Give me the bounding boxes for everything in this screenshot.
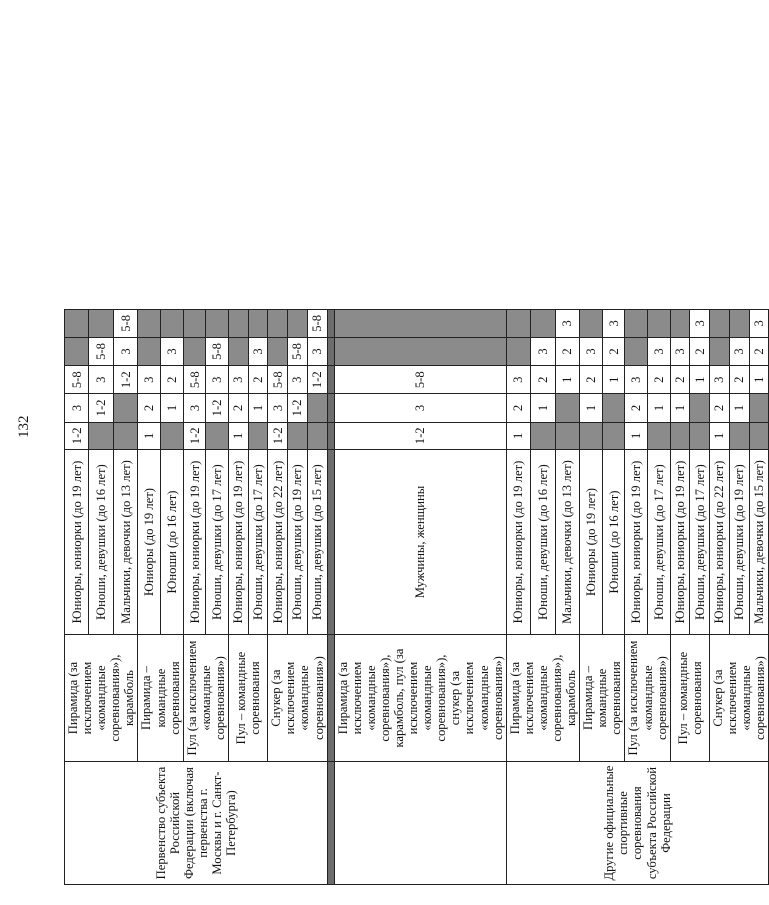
discipline-cell: Снукер (за исключением «командные соревнования») — [709, 635, 768, 762]
age-cell: Юноши, девушки (до 19 лет) — [288, 450, 308, 635]
shaded-cell — [709, 337, 729, 365]
place-cell: 2 — [161, 366, 184, 394]
place-cell: 2 — [749, 337, 769, 365]
place-cell: 3 — [206, 366, 229, 394]
age-cell: Юноши, девушки (до 19 лет) — [729, 450, 749, 635]
discipline-cell: Пирамида – командные соревнования — [138, 635, 183, 762]
place-cell: 3 — [161, 337, 184, 365]
shaded-cell — [138, 310, 161, 338]
shaded-cell — [248, 310, 268, 338]
place-cell: 2 — [729, 366, 749, 394]
shaded-cell — [183, 337, 206, 365]
place-cell: 3 — [268, 394, 288, 422]
place-cell: 3 — [113, 337, 138, 365]
place-cell: 1-2 — [206, 394, 229, 422]
place-cell: 3 — [307, 337, 327, 365]
separator-cell — [327, 635, 334, 762]
place-cell: 3 — [709, 366, 729, 394]
shaded-cell — [709, 310, 729, 338]
discipline-cell: Пирамида (за исключением «командные соревнования»), карамболь — [65, 635, 138, 762]
place-cell: 1 — [690, 366, 710, 394]
age-cell: Мальчики, девочки (до 13 лет) — [113, 450, 138, 635]
separator-cell — [327, 394, 334, 422]
place-cell: 3 — [670, 337, 690, 365]
shaded-cell — [729, 422, 749, 449]
shaded-cell — [690, 422, 710, 449]
shaded-cell — [670, 422, 690, 449]
shaded-cell — [206, 310, 229, 338]
place-cell: 3 — [506, 366, 530, 394]
place-cell: 2 — [648, 366, 671, 394]
separator-cell — [327, 366, 334, 394]
separator-cell — [327, 337, 334, 365]
table-row — [65, 310, 89, 885]
category-cell: Другие официальные спортивные соревнования субъекта Российской Федерации — [506, 762, 769, 885]
place-cell: 2 — [670, 366, 690, 394]
category-cell: Первенство субъекта Российской Федерации (включая первенства г. Москвы и г. Санкт-Петербурга) — [65, 762, 328, 885]
shaded-cell — [268, 310, 288, 338]
shaded-cell — [531, 310, 555, 338]
place-cell: 2 — [531, 366, 555, 394]
place-cell: 3 — [648, 337, 671, 365]
place-cell: 1 — [709, 422, 729, 449]
shaded-cell — [161, 422, 184, 449]
place-cell: 1 — [580, 394, 603, 422]
place-cell: 1 — [229, 422, 249, 449]
place-cell: 3 — [248, 337, 268, 365]
discipline-cell: Пирамида (за исключением «командные соревнования»), карамболь, пул (за исключением «командные соревнования»), снукер (за исключением «командные соревнования») — [334, 635, 506, 762]
place-cell: 3 — [602, 310, 625, 338]
age-cell: Юниоры, юниорки (до 19 лет) — [65, 450, 89, 635]
age-cell: Юноши, девушки (до 16 лет) — [531, 450, 555, 635]
place-cell: 3 — [183, 394, 206, 422]
shaded-cell — [555, 422, 580, 449]
shaded-cell — [229, 337, 249, 365]
place-cell: 1-2 — [334, 422, 506, 449]
place-cell: 3 — [334, 394, 506, 422]
shaded-cell — [113, 394, 138, 422]
place-cell: 2 — [555, 337, 580, 365]
place-cell: 5-8 — [183, 366, 206, 394]
shaded-cell — [690, 394, 710, 422]
place-cell: 3 — [288, 366, 308, 394]
place-cell: 3 — [89, 366, 113, 394]
shaded-cell — [531, 422, 555, 449]
shaded-cell — [555, 394, 580, 422]
place-cell: 5-8 — [113, 310, 138, 338]
shaded-cell — [602, 394, 625, 422]
place-cell: 1-2 — [288, 394, 308, 422]
place-cell: 5-8 — [89, 337, 113, 365]
place-cell: 5-8 — [65, 366, 89, 394]
age-cell: Мужчины, женщины — [334, 450, 506, 635]
discipline-cell: Пул – командные соревнования — [229, 635, 268, 762]
shaded-cell — [89, 310, 113, 338]
place-cell: 2 — [580, 366, 603, 394]
shaded-cell — [648, 422, 671, 449]
place-cell: 1 — [138, 422, 161, 449]
place-cell: 1-2 — [268, 422, 288, 449]
separator-cell — [327, 422, 334, 449]
category-cell-empty — [334, 762, 506, 885]
shaded-cell — [749, 394, 769, 422]
place-cell: 5-8 — [206, 337, 229, 365]
age-cell: Юниоры (до 19 лет) — [580, 450, 603, 635]
shaded-cell — [288, 310, 308, 338]
place-cell: 3 — [749, 310, 769, 338]
shaded-cell — [334, 337, 506, 365]
age-cell: Юниоры (до 19 лет) — [138, 450, 161, 635]
shaded-cell — [749, 422, 769, 449]
age-cell: Юниоры, юниорки (до 22 лет) — [709, 450, 729, 635]
place-cell: 5-8 — [288, 337, 308, 365]
place-cell: 1 — [749, 366, 769, 394]
shaded-cell — [648, 310, 671, 338]
place-cell: 3 — [729, 337, 749, 365]
place-cell: 3 — [555, 310, 580, 338]
place-cell: 1 — [506, 422, 530, 449]
age-cell: Юноши, девушки (до 16 лет) — [89, 450, 113, 635]
place-cell: 1-2 — [183, 422, 206, 449]
place-cell: 5-8 — [268, 366, 288, 394]
place-cell: 1 — [670, 394, 690, 422]
place-cell: 1 — [602, 366, 625, 394]
place-cell: 5-8 — [307, 310, 327, 338]
ranking-table — [64, 309, 769, 885]
age-cell: Юноши, девушки (до 17 лет) — [648, 450, 671, 635]
place-cell: 1-2 — [65, 422, 89, 449]
discipline-cell: Пирамида – командные соревнования — [580, 635, 625, 762]
page-number: 132 — [16, 415, 32, 438]
place-cell: 1 — [161, 394, 184, 422]
place-cell: 1 — [248, 394, 268, 422]
place-cell: 1-2 — [89, 394, 113, 422]
place-cell: 2 — [625, 394, 648, 422]
discipline-cell: Пул (за исключением «командные соревнования») — [625, 635, 670, 762]
place-cell: 3 — [531, 337, 555, 365]
place-cell: 1-2 — [307, 366, 327, 394]
place-cell: 1 — [625, 422, 648, 449]
shaded-cell — [580, 422, 603, 449]
age-cell: Юниоры, юниорки (до 19 лет) — [506, 450, 530, 635]
discipline-cell: Пул – командные соревнования — [670, 635, 709, 762]
place-cell: 1 — [648, 394, 671, 422]
place-cell: 3 — [625, 366, 648, 394]
shaded-cell — [89, 422, 113, 449]
shaded-cell — [248, 422, 268, 449]
age-cell: Юноши, девушки (до 17 лет) — [690, 450, 710, 635]
age-cell: Юниоры, юниорки (до 19 лет) — [229, 450, 249, 635]
shaded-cell — [307, 394, 327, 422]
rotated-table-wrapper — [64, 309, 769, 885]
place-cell: 3 — [65, 394, 89, 422]
shaded-cell — [65, 310, 89, 338]
age-cell: Юноши, девушки (до 17 лет) — [206, 450, 229, 635]
place-cell: 1 — [531, 394, 555, 422]
age-cell: Юниоры, юниорки (до 19 лет) — [183, 450, 206, 635]
place-cell: 1 — [729, 394, 749, 422]
shaded-cell — [625, 310, 648, 338]
separator-row — [327, 310, 334, 885]
shaded-cell — [580, 310, 603, 338]
shaded-cell — [334, 310, 506, 338]
place-cell: 5-8 — [334, 366, 506, 394]
place-cell: 2 — [506, 394, 530, 422]
age-cell: Юноши, девушки (до 15 лет) — [307, 450, 327, 635]
discipline-cell: Пирамида (за исключением «командные соревнования»), карамболь — [506, 635, 579, 762]
place-cell: 3 — [138, 366, 161, 394]
shaded-cell — [65, 337, 89, 365]
shaded-cell — [670, 310, 690, 338]
table-row — [334, 310, 506, 885]
age-cell: Юниоры, юниорки (до 22 лет) — [268, 450, 288, 635]
place-cell: 3 — [690, 310, 710, 338]
age-cell: Мальчики, девочки (до 13 лет) — [555, 450, 580, 635]
age-cell: Юниоры, юниорки (до 19 лет) — [670, 450, 690, 635]
shaded-cell — [625, 337, 648, 365]
shaded-cell — [113, 422, 138, 449]
place-cell: 3 — [580, 337, 603, 365]
shaded-cell — [138, 337, 161, 365]
shaded-cell — [729, 310, 749, 338]
separator-cell — [327, 762, 334, 885]
shaded-cell — [268, 337, 288, 365]
shaded-cell — [206, 422, 229, 449]
shaded-cell — [506, 337, 530, 365]
shaded-cell — [307, 422, 327, 449]
shaded-cell — [183, 310, 206, 338]
discipline-cell: Пул (за исключением «командные соревнования») — [183, 635, 228, 762]
age-cell: Юноши (до 16 лет) — [602, 450, 625, 635]
place-cell: 2 — [602, 337, 625, 365]
place-cell: 2 — [690, 337, 710, 365]
shaded-cell — [229, 310, 249, 338]
place-cell: 1 — [555, 366, 580, 394]
table-row — [506, 310, 530, 885]
age-cell: Юноши, девушки (до 17 лет) — [248, 450, 268, 635]
shaded-cell — [288, 422, 308, 449]
age-cell: Мальчики, девочки (до 15 лет) — [749, 450, 769, 635]
shaded-cell — [161, 310, 184, 338]
shaded-cell — [602, 422, 625, 449]
place-cell: 1-2 — [113, 366, 138, 394]
shaded-cell — [506, 310, 530, 338]
discipline-cell: Снукер (за исключением «командные соревнования») — [268, 635, 327, 762]
age-cell: Юноши (до 16 лет) — [161, 450, 184, 635]
place-cell: 2 — [138, 394, 161, 422]
separator-cell — [327, 450, 334, 635]
place-cell: 2 — [709, 394, 729, 422]
separator-cell — [327, 310, 334, 338]
place-cell: 3 — [229, 366, 249, 394]
place-cell: 2 — [248, 366, 268, 394]
place-cell: 2 — [229, 394, 249, 422]
age-cell: Юниоры, юниорки (до 19 лет) — [625, 450, 648, 635]
